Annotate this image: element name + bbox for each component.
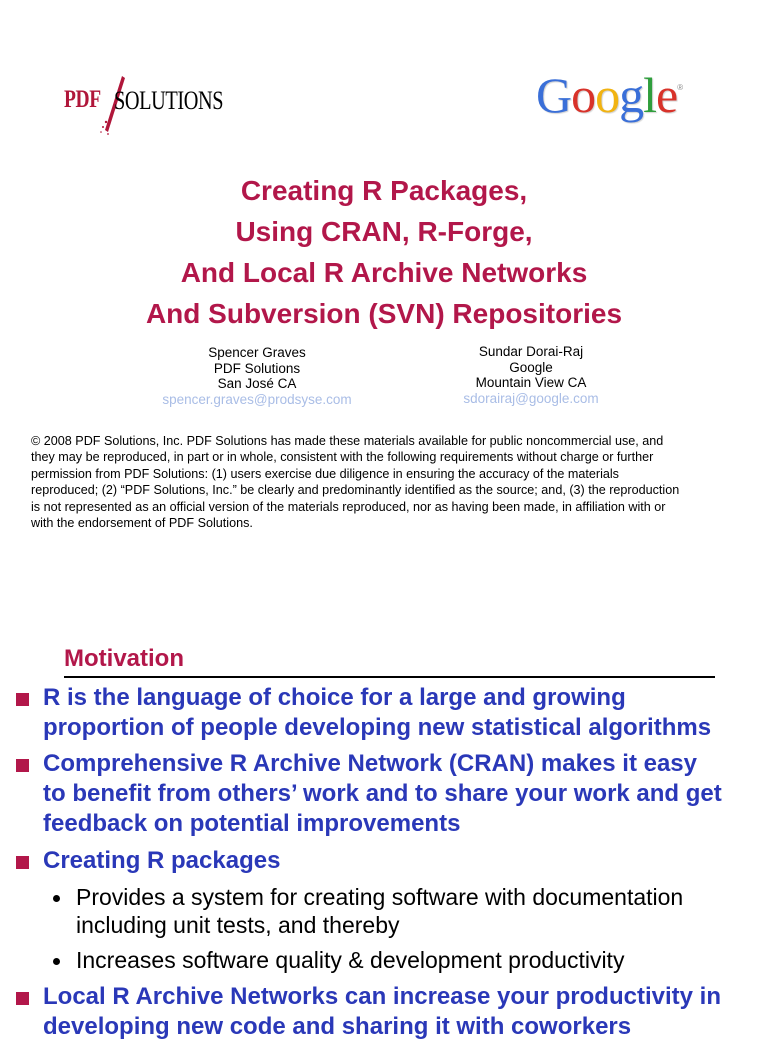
author-location: San José CA (217, 376, 297, 391)
google-logo-letter: e (656, 67, 678, 123)
sub-bullet-line: Increases software quality & development productivity (76, 947, 625, 973)
bullet-line: to benefit from others’ work and to share your work and get (43, 780, 722, 807)
author-location: Mountain View CA (475, 375, 587, 390)
slide-title-line: And Subversion (SVN) Repositories (145, 298, 623, 329)
sub-bullet-line: including unit tests, and thereby (76, 912, 400, 938)
slide-title-line: Creating R Packages, (240, 175, 528, 206)
slide-title-line: Using CRAN, R-Forge, (235, 216, 533, 247)
author-name: Spencer Graves (208, 345, 306, 360)
author-email: sdorairaj@google.com (463, 390, 599, 406)
copyright-line: with the endorsement of PDF Solutions. (31, 516, 253, 531)
round-bullet-icon (53, 958, 60, 965)
bullet-item (43, 749, 763, 839)
bullet-line: R is the language of choice for a large and growing (43, 684, 626, 711)
copyright-line: reproduced; (2) “PDF Solutions, Inc.” be clearly and predominantly identified as the source; and, (3) the reproduction (31, 483, 680, 498)
google-logo-letter: o (595, 67, 620, 123)
square-bullet-icon (16, 856, 29, 869)
bullet-line: Creating R packages (43, 847, 281, 874)
heading-divider (64, 676, 715, 678)
bullet-item (43, 683, 763, 743)
slide-title-line: And Local R Archive Networks (180, 257, 588, 288)
author-block-spencer-graves (152, 345, 362, 407)
copyright-line: © 2008 PDF Solutions, Inc. PDF Solutions has made these materials available for public noncommercial use, and (31, 434, 664, 448)
copyright-line: is not represented as an official version of the materials reproduced, nor as having been made, in affiliation with or (31, 499, 666, 514)
google-logo-trademark: ® (677, 83, 683, 92)
square-bullet-icon (16, 992, 29, 1005)
author-block-sundar-dorai-raj (426, 344, 636, 406)
author-organization: PDF Solutions (213, 360, 301, 376)
google-logo-letter: o (571, 67, 596, 123)
google-logo-letter: l (643, 67, 657, 123)
pdf-solutions-logo-pdf: PDF (64, 86, 101, 113)
round-bullet-icon (53, 895, 60, 902)
bullet-item (43, 982, 763, 1042)
bullet-line: Comprehensive R Archive Network (CRAN) makes it easy (43, 750, 697, 777)
pdf-solutions-logo-solutions: SOLUTIONS (114, 86, 224, 115)
sub-bullet-line: Provides a system for creating software with documentation (76, 884, 684, 910)
motivation-heading: Motivation (64, 645, 184, 672)
copyright-notice (31, 433, 751, 531)
sub-bullet-item (76, 946, 756, 974)
slide-title (0, 170, 768, 334)
bullet-line: proportion of people developing new statistical algorithms (43, 714, 712, 741)
square-bullet-icon (16, 693, 29, 706)
copyright-line: permission from PDF Solutions: (1) users exercise due diligence in ensuring the accuracy of the materials (31, 466, 619, 481)
square-bullet-icon (16, 759, 29, 772)
bullet-line: Local R Archive Networks can increase your productivity in (43, 983, 721, 1010)
google-logo-letter: g (619, 67, 644, 123)
bullet-line: developing new code and sharing it with coworkers (43, 1013, 632, 1040)
sub-bullet-item (76, 883, 756, 939)
bullet-line: feedback on potential improvements (43, 810, 461, 837)
bullet-item (43, 846, 763, 876)
author-email: spencer.graves@prodsyse.com (162, 391, 352, 407)
google-logo-letter: G (536, 67, 572, 123)
author-organization: Google (509, 359, 553, 375)
pdf-solutions-logo (64, 72, 234, 140)
author-name: Sundar Dorai-Raj (478, 344, 584, 359)
google-logo (536, 67, 683, 123)
copyright-line: they may be reproduced, in part or in whole, consistent with the following requirements without charge or further (31, 450, 654, 465)
